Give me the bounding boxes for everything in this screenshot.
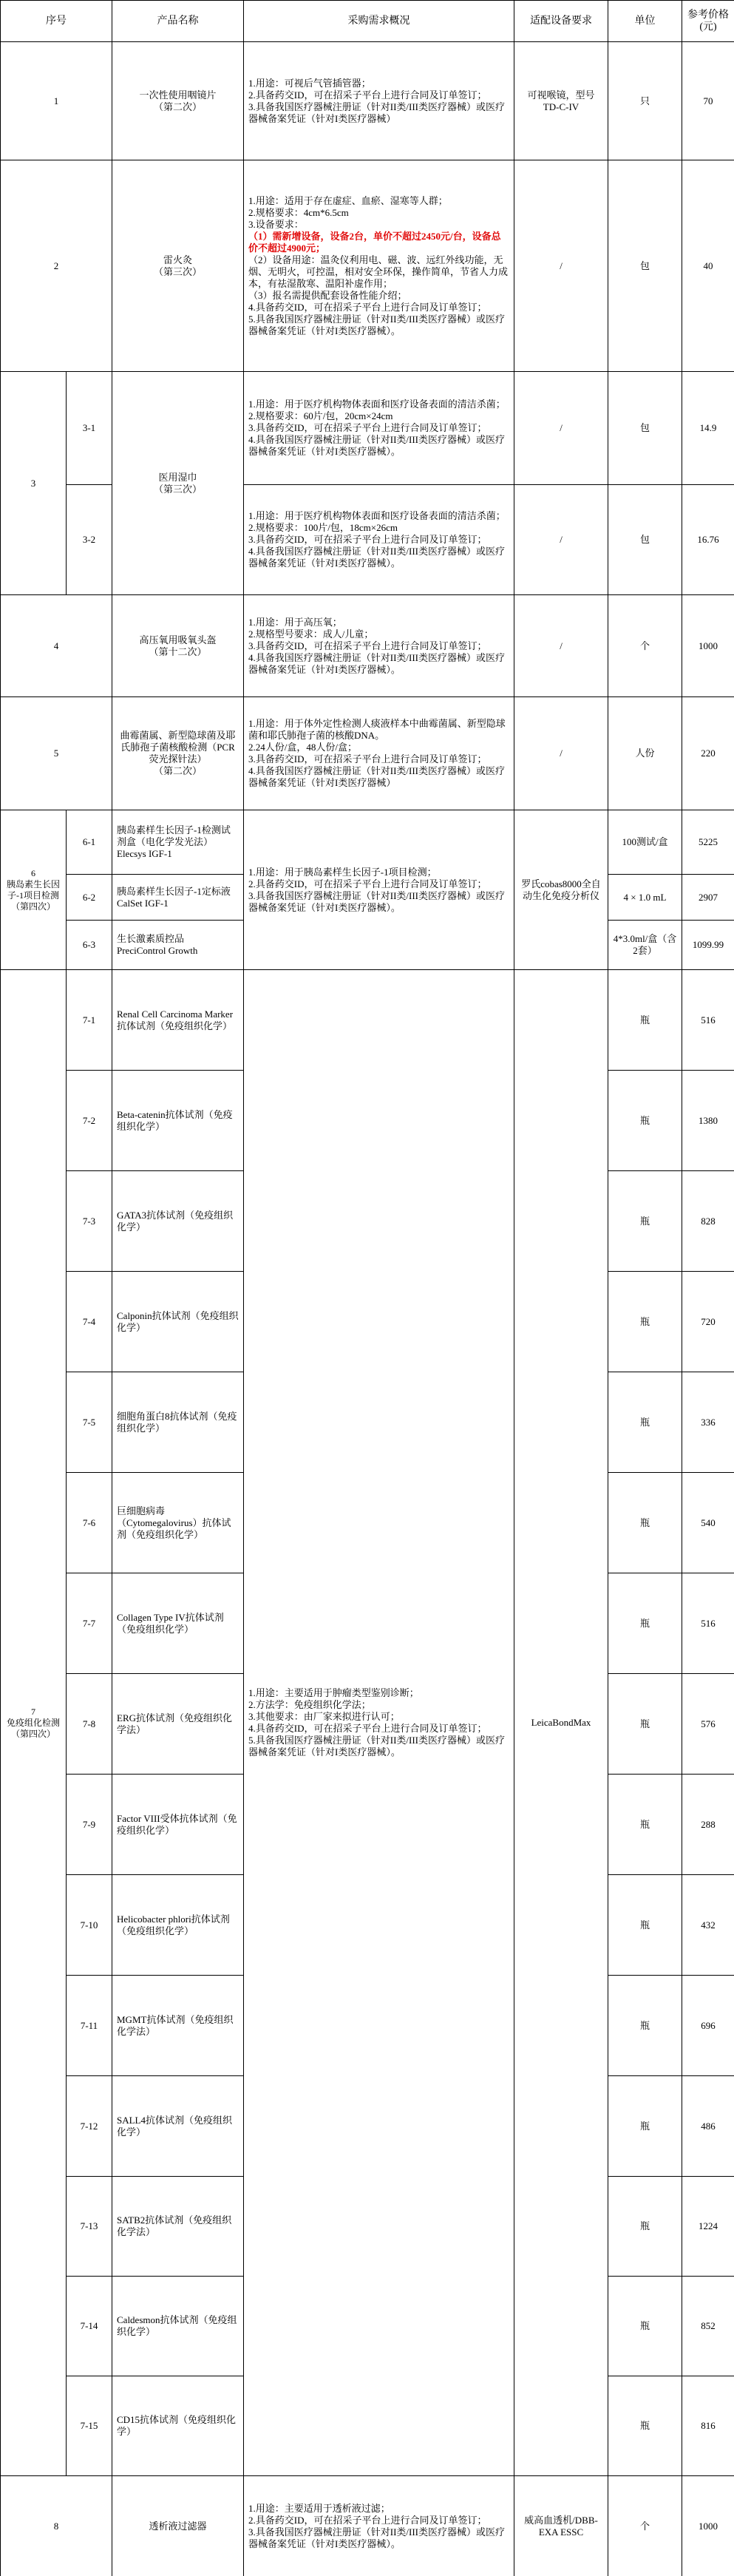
row-7-requirements: 1.用途：主要适用于肿瘤类型鉴别诊断； 2.方法学：免疫组织化学法； 3.其他要求：由厂家来拟进行认可； 4.具备药交ID，可在招采子平台上进行合同及订单签订； 5.具备我国医疗器械注册证（针对II类/III类医疗器械）或医疗器械备案凭证（针对I类医疗器械）。 [244,970,514,2476]
row-7-1-product-name: Renal Cell Carcinoma Marker抗体试剂（免疫组织化学） [112,970,244,1071]
row-7-6-product-name: 巨细胞病毒（Cytomegalovirus）抗体试剂（免疫组织化学） [112,1473,244,1573]
row-7-device: LeicaBondMax [514,970,608,2476]
row-7-15-subindex: 7-15 [67,2376,112,2476]
row-4-unit: 个 [608,595,682,697]
row-4-price: 1000 [682,595,734,697]
row-7-11-product-name: MGMT抗体试剂（免疫组织化学法） [112,1976,244,2076]
row-7-4-price: 720 [682,1272,734,1372]
header-row [1,1,734,42]
row-2-device: / [514,160,608,372]
row-6-2-unit: 4 × 1.0 mL [608,875,682,921]
row-7-2-unit: 瓶 [608,1071,682,1171]
row-7-index: 7 免疫组化检测 （第四次） [1,970,67,2476]
row-7-12-subindex: 7-12 [67,2076,112,2177]
row-5-price: 220 [682,697,734,810]
row-7-15-price: 816 [682,2376,734,2476]
row-7-11-subindex: 7-11 [67,1976,112,2076]
row-5-product-name: 曲霉菌属、新型隐球菌及耶氏肺孢子菌核酸检测（PCR荧光探针法） （第二次） [112,697,244,810]
row-6-1 [1,810,734,875]
row-3-1-device: / [514,372,608,485]
row-7-3-price: 828 [682,1171,734,1272]
header-product-name: 产品名称 [112,1,244,42]
row-7-2-subindex: 7-2 [67,1071,112,1171]
row-7-9-unit: 瓶 [608,1775,682,1875]
row-2-requirements-part2: （2）设备用途：温灸仪利用电、磁、波、远红外线功能，无烟、无明火，可控温，相对安全环保，操作简单，节省人力成本，有祛湿散寒、温阳补虚作用； （3）报名需提供配套设备性能介绍； 4.具备药交ID，可在招采子平台上进行合同及订单签订； 5.具备我国医疗器械注册证（针对II类/III类医疗器械）或医疗器械备案凭证（针对I类医疗器械）。 [248,254,509,336]
row-6-requirements: 1.用途：用于胰岛素样生长因子-1项目检测； 2.具备药交ID，可在招采子平台上进行合同及订单签订； 3.具备我国医疗器械注册证（针对II类/III类医疗器械）或医疗器械备案凭证（针对I类医疗器械）。 [244,810,514,970]
row-7-7-unit: 瓶 [608,1573,682,1674]
row-8 [1,2476,734,2576]
row-7-14-product-name: Caldesmon抗体试剂（免疫组织化学） [112,2277,244,2376]
row-4-device: / [514,595,608,697]
row-7-7-subindex: 7-7 [67,1573,112,1674]
row-7-8-product-name: ERG抗体试剂（免疫组织化学法） [112,1674,244,1775]
row-2-product-name: 雷火灸 （第三次） [112,160,244,372]
row-2-requirements [244,160,514,372]
row-7-10-product-name: Helicobacter phlori抗体试剂（免疫组织化学） [112,1875,244,1976]
row-3-2-requirements: 1.用途：用于医疗机构物体表面和医疗设备表面的清洁杀菌； 2.规格要求：100片/包，18cm×26cm 3.具备药交ID，可在招采子平台上进行合同及订单签订； 4.具备我国医疗器械注册证（针对II类/III类医疗器械）或医疗器械备案凭证（针对I类医疗器械）。 [244,485,514,595]
row-3-1-subindex: 3-1 [67,372,112,485]
row-7-7-product-name: Collagen Type IV抗体试剂（免疫组织化学） [112,1573,244,1674]
row-8-unit: 个 [608,2476,682,2576]
row-7-2-price: 1380 [682,1071,734,1171]
row-8-product-name: 透析液过滤器 [112,2476,244,2576]
row-7-13-subindex: 7-13 [67,2177,112,2277]
row-7-13-product-name: SATB2抗体试剂（免疫组织化学法） [112,2177,244,2277]
row-7-9-product-name: Factor VIII受体抗体试剂（免疫组织化学） [112,1775,244,1875]
row-3-product-name: 医用湿巾 （第三次） [112,372,244,595]
row-7-15-product-name: CD15抗体试剂（免疫组织化学） [112,2376,244,2476]
row-7-6-subindex: 7-6 [67,1473,112,1573]
row-8-index: 8 [1,2476,112,2576]
row-7-3-product-name: GATA3抗体试剂（免疫组织化学） [112,1171,244,1272]
row-6-3-subindex: 6-3 [67,921,112,970]
row-7-8-unit: 瓶 [608,1674,682,1775]
row-7-10-subindex: 7-10 [67,1875,112,1976]
row-7-11-unit: 瓶 [608,1976,682,2076]
row-7-1 [1,970,734,1071]
row-8-price: 1000 [682,2476,734,2576]
row-7-14-price: 852 [682,2277,734,2376]
row-7-8-price: 576 [682,1674,734,1775]
row-7-14-subindex: 7-14 [67,2277,112,2376]
row-4-product-name: 高压氧用吸氧头盔 （第十二次） [112,595,244,697]
row-7-5-product-name: 细胞角蛋白8抗体试剂（免疫组织化学） [112,1372,244,1473]
row-7-12-price: 486 [682,2076,734,2177]
row-2-requirements-part1: 1.用途：适用于存在虚症、血瘀、湿寒等人群； 2.规格要求：4cm*6.5cm 3.设备要求： [248,194,448,230]
header-requirements: 采购需求概况 [244,1,514,42]
row-3-2-unit: 包 [608,485,682,595]
row-7-6-price: 540 [682,1473,734,1573]
row-7-9-price: 288 [682,1775,734,1875]
row-7-5-price: 336 [682,1372,734,1473]
row-5-unit: 人份 [608,697,682,810]
row-3-2-price: 16.76 [682,485,734,595]
row-8-device: 威高血透机/DBB-EXA ESSC [514,2476,608,2576]
row-7-2-product-name: Beta-catenin抗体试剂（免疫组织化学） [112,1071,244,1171]
row-4 [1,595,734,697]
row-7-10-unit: 瓶 [608,1875,682,1976]
row-3-2-device: / [514,485,608,595]
row-7-3-unit: 瓶 [608,1171,682,1272]
row-6-2-price: 2907 [682,875,734,921]
row-3-2 [1,485,734,595]
row-7-8-subindex: 7-8 [67,1674,112,1775]
row-5-requirements: 1.用途：用于体外定性检测人痰液样本中曲霉菌属、新型隐球菌和耶氏肺孢子菌的核酸DNA。 2.24人份/盒，48人份/盒； 3.具备药交ID，可在招采子平台上进行合同及订单签订； 4.具备我国医疗器械注册证（针对II类/III类医疗器械）或医疗器械备案凭证（针对I类医疗器械） [244,697,514,810]
row-7-6-unit: 瓶 [608,1473,682,1573]
row-7-13-unit: 瓶 [608,2177,682,2277]
row-5 [1,697,734,810]
row-7-4-subindex: 7-4 [67,1272,112,1372]
row-7-5-unit: 瓶 [608,1372,682,1473]
row-6-1-unit: 100测试/盒 [608,810,682,875]
row-2-unit: 包 [608,160,682,372]
row-6-3-product-name: 生长激素质控品 PreciControl Growth [112,921,244,970]
row-7-3-subindex: 7-3 [67,1171,112,1272]
row-7-4-product-name: Calponin抗体试剂（免疫组织化学） [112,1272,244,1372]
row-7-9-subindex: 7-9 [67,1775,112,1875]
row-7-11-price: 696 [682,1976,734,2076]
header-device: 适配设备要求 [514,1,608,42]
row-6-1-subindex: 6-1 [67,810,112,875]
header-price: 参考价格 (元) [682,1,734,42]
row-1 [1,42,734,160]
row-1-unit: 只 [608,42,682,160]
row-6-device: 罗氏cobas8000全自动生化免疫分析仪 [514,810,608,970]
row-6-index: 6 胰岛素生长因子-1项目检测 （第四次） [1,810,67,970]
row-6-1-product-name: 胰岛素样生长因子-1检测试剂盒（电化学发光法）Elecsys IGF-1 [112,810,244,875]
row-7-4-unit: 瓶 [608,1272,682,1372]
row-7-12-unit: 瓶 [608,2076,682,2177]
row-1-product-name: 一次性使用咽镜片 （第二次） [112,42,244,160]
row-7-10-price: 432 [682,1875,734,1976]
header-unit: 单位 [608,1,682,42]
row-1-device: 可视喉镜，型号 TD-C-IV [514,42,608,160]
row-5-index: 5 [1,697,112,810]
row-7-15-unit: 瓶 [608,2376,682,2476]
row-6-2-product-name: 胰岛素样生长因子-1定标液CalSet IGF-1 [112,875,244,921]
row-7-14-unit: 瓶 [608,2277,682,2376]
header-index: 序号 [1,1,112,42]
row-6-3-price: 1099.99 [682,921,734,970]
row-6-1-price: 5225 [682,810,734,875]
row-1-requirements: 1.用途：可视后气管插管器； 2.具备药交ID，可在招采子平台上进行合同及订单签订； 3.具备我国医疗器械注册证（针对II类/III类医疗器械）或医疗器械备案凭证（针对I类医疗器械） [244,42,514,160]
row-2-price: 40 [682,160,734,372]
row-7-1-subindex: 7-1 [67,970,112,1071]
row-3-1-unit: 包 [608,372,682,485]
row-6-2-subindex: 6-2 [67,875,112,921]
row-2-index: 2 [1,160,112,372]
row-7-7-price: 516 [682,1573,734,1674]
row-8-requirements: 1.用途：主要适用于透析液过滤； 2.具备药交ID，可在招采子平台上进行合同及订单签订； 3.具备我国医疗器械注册证（针对II类/III类医疗器械）或医疗器械备案凭证（针对I类医疗器械）。 [244,2476,514,2576]
row-3-1-requirements: 1.用途：用于医疗机构物体表面和医疗设备表面的清洁杀菌； 2.规格要求：60片/包，20cm×24cm 3.具备药交ID，可在招采子平台上进行合同及订单签订； 4.具备我国医疗器械注册证（针对II类/III类医疗器械）或医疗器械备案凭证（针对I类医疗器械）。 [244,372,514,485]
row-7-5-subindex: 7-5 [67,1372,112,1473]
row-5-device: / [514,697,608,810]
row-2 [1,160,734,372]
row-7-12-product-name: SALL4抗体试剂（免疫组织化学） [112,2076,244,2177]
row-3-2-subindex: 3-2 [67,485,112,595]
row-6-3-unit: 4*3.0ml/盒（含2套） [608,921,682,970]
row-1-price: 70 [682,42,734,160]
row-7-1-unit: 瓶 [608,970,682,1071]
row-7-13-price: 1224 [682,2177,734,2277]
row-4-requirements: 1.用途：用于高压氧； 2.规格型号要求：成人/儿童； 3.具备药交ID，可在招采子平台上进行合同及订单签订； 4.具备我国医疗器械注册证（针对II类/III类医疗器械）或医疗器械备案凭证（针对I类医疗器械）。 [244,595,514,697]
row-3-1 [1,372,734,485]
row-7-1-price: 516 [682,970,734,1071]
row-1-index: 1 [1,42,112,160]
row-4-index: 4 [1,595,112,697]
row-3-1-price: 14.9 [682,372,734,485]
row-2-requirements-highlight: （1）需新增设备，设备2台，单价不超过2450元/台，设备总价不超过4900元； [248,230,501,254]
row-3-index: 3 [1,372,67,595]
